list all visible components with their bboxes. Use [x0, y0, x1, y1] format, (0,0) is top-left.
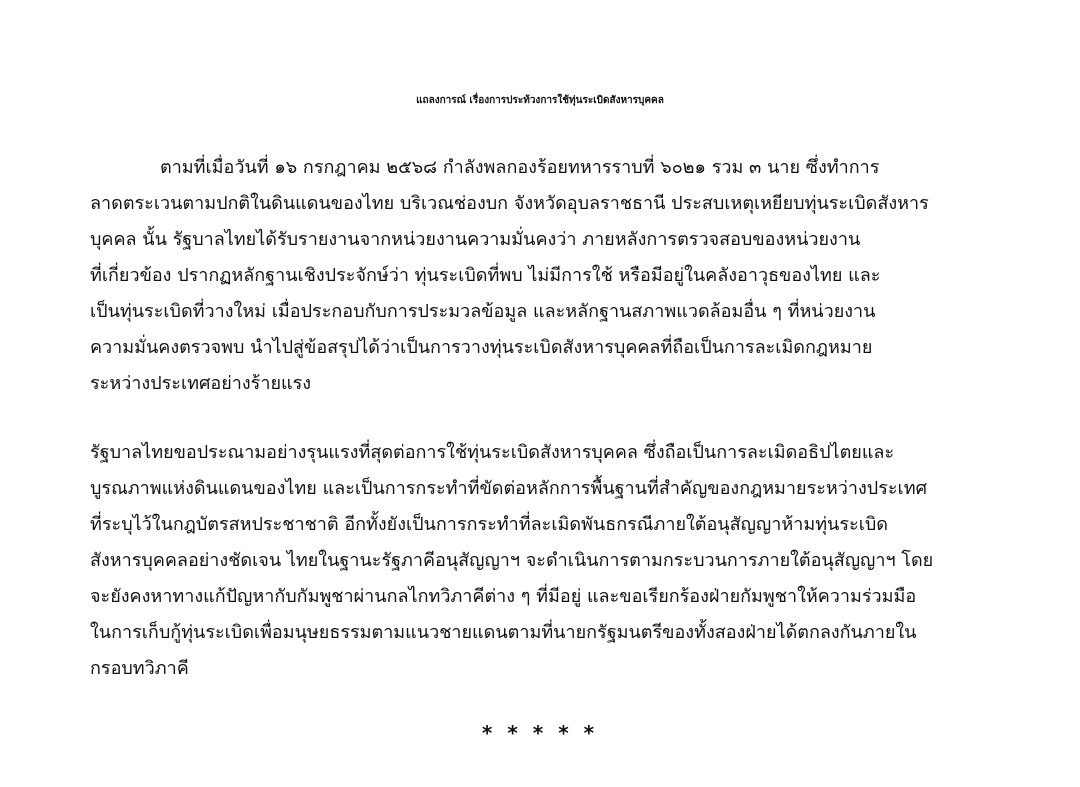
end-mark: * * * * * [481, 721, 599, 745]
paragraph-1-line-2: ลาดตระเวนตามปกติในดินแดนของไทย บริเวณช่องบก จังหวัดอุบลราชธานี ประสบเหตุเหยียบทุ่นระเบิดสังหาร [90, 193, 929, 214]
paragraph-1-line-3: บุคคล นั้น รัฐบาลไทยได้รับรายงานจากหน่วยงานความมั่นคงว่า ภายหลังการตรวจสอบของหน่วยงาน [90, 229, 861, 250]
paragraph-2-line-7: กรอบทวิภาคี [90, 658, 189, 679]
paragraph-2-line-2: บูรณภาพแห่งดินแดนของไทย และเป็นการกระทำที่ขัดต่อหลักการพื้นฐานที่สำคัญของกฎหมายระหว่างประเทศ [90, 478, 927, 499]
document-title: แถลงการณ์ เรื่องการประท้วงการใช้ทุ่นระเบิดสังหารบุคคล [416, 95, 664, 106]
paragraph-2-line-1: รัฐบาลไทยขอประณามอย่างรุนแรงที่สุดต่อการใช้ทุ่นระเบิดสังหารบุคคล ซึ่งถือเป็นการละเมิดอธิปไตยและ [90, 442, 895, 463]
paragraph-1-line-5: เป็นทุ่นระเบิดที่วางใหม่ เมื่อประกอบกับการประมวลข้อมูล และหลักฐานสภาพแวดล้อมอื่น ๆ ที่หน่วยงาน [90, 301, 876, 322]
paragraph-2-line-4: สังหารบุคคลอย่างชัดเจน ไทยในฐานะรัฐภาคีอนุสัญญาฯ จะดำเนินการตามกระบวนการภายใต้อนุสัญญาฯ โดย [90, 550, 934, 571]
paragraph-2-line-6: ในการเก็บกู้ทุ่นระเบิดเพื่อมนุษยธรรมตามแนวชายแดนตามที่นายกรัฐมนตรีของทั้งสองฝ่ายได้ตกลงกันภายใน [90, 622, 917, 643]
paragraph-1-line-1: ตามที่เมื่อวันที่ ๑๖ กรกฎาคม ๒๕๖๘ กำลังพลกองร้อยทหารราบที่ ๖๐๒๑ รวม ๓ นาย ซึ่งทำการ [160, 157, 880, 178]
paragraph-1-line-7: ระหว่างประเทศอย่างร้ายแรง [90, 373, 312, 394]
paragraph-1-line-4: ที่เกี่ยวข้อง ปรากฏหลักฐานเชิงประจักษ์ว่า ทุ่นระเบิดที่พบ ไม่มีการใช้ หรือมีอยู่ในคลังอาวุธของไทย และ [90, 265, 881, 286]
paragraph-1-line-6: ความมั่นคงตรวจพบ นำไปสู่ข้อสรุปได้ว่าเป็นการวางทุ่นระเบิดสังหารบุคคลที่ถือเป็นการละเมิดกฎหมาย [90, 337, 873, 358]
paragraph-2-line-5: จะยังคงหาทางแก้ปัญหากับกัมพูชาผ่านกลไกทวิภาคีต่าง ๆ ที่มีอยู่ และขอเรียกร้องฝ่ายกัมพูชาให้ความร่วมมือ [90, 586, 917, 607]
paragraph-2-line-3: ที่ระบุไว้ในกฎบัตรสหประชาชาติ อีกทั้งยังเป็นการกระทำที่ละเมิดพันธกรณีภายใต้อนุสัญญาห้ามทุ่นระเบิด [90, 514, 888, 535]
